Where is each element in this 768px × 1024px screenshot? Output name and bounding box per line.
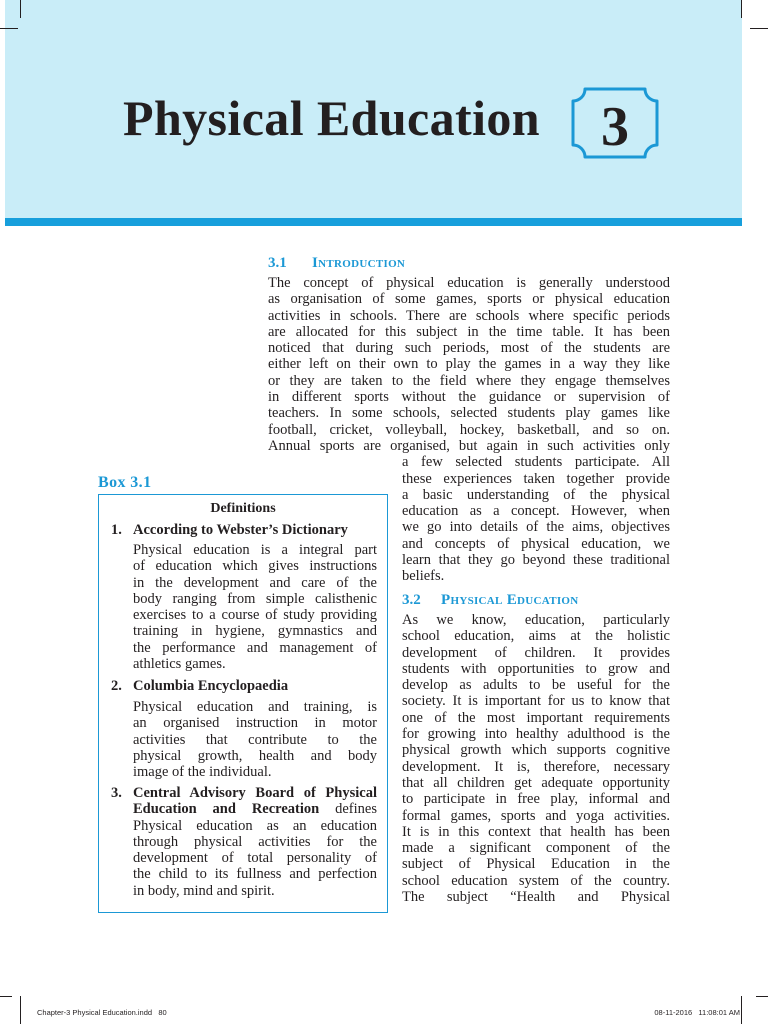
paragraph-text: defines [335, 801, 377, 818]
paragraph-line: the child to its fullness and perfection [133, 866, 377, 883]
definition-number: 3. [111, 785, 122, 801]
chapter-number-badge [570, 86, 660, 160]
paragraph-line: society. It is important for us to know that [402, 693, 670, 710]
paragraph-line: for growing into healthy adulthood is the [402, 726, 670, 743]
definition-source: Central Advisory Board of Physical [133, 785, 377, 801]
paragraph-line: activities that contribute to the [133, 731, 377, 748]
paragraph-line: physical growth, health and body [133, 747, 377, 764]
paragraph-line: beliefs. [402, 568, 445, 585]
definition-number: 2. [111, 678, 122, 694]
definition-source: According to Webster’s Dictionary [133, 522, 348, 538]
slug-file-name: Chapter-3 Physical Education.indd 80 [37, 1008, 167, 1017]
paragraph-line: one of the most important requirements [402, 709, 670, 726]
paragraph-line: It is in this context that health has been [402, 823, 670, 840]
physical-education-paragraph [402, 612, 670, 905]
section-title: Physical Education [441, 592, 579, 608]
paragraph-line: and concepts of physical education, we [402, 535, 670, 552]
paragraph-line: teachers. In some schools, selected students play games like [268, 405, 670, 422]
crop-mark [756, 996, 768, 997]
paragraph-line: through physical activities for the [133, 833, 377, 850]
section-title: Introduction [312, 255, 406, 271]
paragraph-line: The subject “Health and Physical [402, 889, 670, 906]
section-heading [268, 254, 405, 272]
paragraph-line: develop as adults to be useful for the [402, 677, 670, 694]
paragraph-line: football, cricket, volleyball, hockey, basketball, and so on. [268, 421, 670, 438]
paragraph-line: that all children get adequate opportunity [402, 774, 670, 791]
paragraph-line: athletics games. [133, 656, 226, 673]
paragraph-line: either left on their own to play the games in a way they like [268, 356, 670, 373]
paragraph-line: development of total personality of [133, 850, 377, 867]
section-number: 3.2 [402, 592, 421, 608]
paragraph-line: learn that they go beyond these traditional [402, 552, 670, 569]
paragraph-line: in the development and care of the [133, 574, 377, 591]
chapter-header-rule [5, 218, 742, 226]
definition-text [133, 542, 377, 672]
paragraph-line: are allocated for this subject in the time table. It has been [268, 323, 670, 340]
crop-mark [750, 28, 768, 29]
paragraph-line: development. It is, therefore, necessary [402, 758, 670, 775]
section-number: 3.1 [268, 255, 287, 271]
paragraph-line: As we know, education, particularly [402, 612, 670, 628]
definition-number: 1. [111, 522, 122, 538]
paragraph-line: we go into details of the aims, objectives [402, 519, 670, 536]
slug-timestamp: 08-11-2016 11:08:01 AM [654, 1008, 740, 1017]
introduction-paragraph-continued [402, 454, 670, 584]
paragraph-line [133, 801, 377, 817]
paragraph-line: Physical education is a integral part [133, 542, 377, 558]
paragraph-line: Physical education as an education [133, 817, 377, 834]
paragraph-line: made a significant component of the [402, 840, 670, 857]
chapter-title: Physical Education [123, 90, 540, 146]
paragraph-line: a basic understanding of the physical [402, 486, 670, 503]
crop-mark [741, 996, 742, 1024]
paragraph-line: in body, mind and spirit. [133, 882, 275, 899]
paragraph-line: physical growth which supports cognitive [402, 742, 670, 759]
paragraph-line: Physical education and training, is [133, 699, 377, 715]
paragraph-line: students with opportunities to grow and [402, 660, 670, 677]
paragraph-line: exercises to a course of study providing [133, 607, 377, 624]
paragraph-line: in different sports without the guidance or supervision of [268, 389, 670, 406]
paragraph-line: a few selected students participate. All [402, 454, 670, 471]
box-label: Box 3.1 [98, 474, 152, 491]
paragraph-line: as organisation of some games, sports or physical education [268, 291, 670, 308]
paragraph-line: activities in schools. There are schools where specific periods [268, 307, 670, 324]
paragraph-line: image of the individual. [133, 764, 272, 781]
introduction-paragraph [268, 275, 670, 454]
definition-text [133, 699, 377, 780]
crop-mark [0, 996, 12, 997]
paragraph-line: Annual sports are organised, but again in such activities only [268, 437, 670, 454]
paragraph-line: an organised instruction in motor [133, 715, 377, 732]
paragraph-line: to participate in free play, informal and [402, 791, 670, 808]
definition-source: Education and Recreation [133, 801, 320, 818]
paragraph-line: of education which gives instructions [133, 558, 377, 575]
definition-source: Columbia Encyclopaedia [133, 678, 289, 694]
paragraph-line: the performance and management of [133, 639, 377, 656]
paragraph-line: subject of Physical Education in the [402, 856, 670, 873]
crop-mark [0, 28, 18, 29]
crop-mark [20, 996, 21, 1024]
paragraph-line: training in hygiene, gymnastics and [133, 623, 377, 640]
crop-mark [20, 0, 21, 18]
definition-text [133, 785, 377, 899]
definitions-box [98, 494, 388, 913]
paragraph-line: development of children. It provides [402, 644, 670, 661]
chapter-number: 3 [601, 96, 629, 158]
box-heading: Definitions [210, 501, 276, 516]
paragraph-line: school education, aims at the holistic [402, 628, 670, 645]
paragraph-line: body ranging from simple calisthenic [133, 590, 377, 607]
paragraph-line: these experiences taken together provide [402, 470, 670, 487]
paragraph-line: The concept of physical education is generally understood [268, 275, 670, 291]
crop-mark [741, 0, 742, 18]
section-heading [402, 591, 579, 609]
paragraph-line: school education system of the country. [402, 872, 670, 889]
paragraph-line: formal games, sports and yoga activities. [402, 807, 670, 824]
paragraph-line: noticed that during such periods, most of the students are [268, 340, 670, 357]
paragraph-line: or they are taken to the field where they engage themselves [268, 372, 670, 389]
paragraph-line: education as a concept. However, when [402, 503, 670, 520]
